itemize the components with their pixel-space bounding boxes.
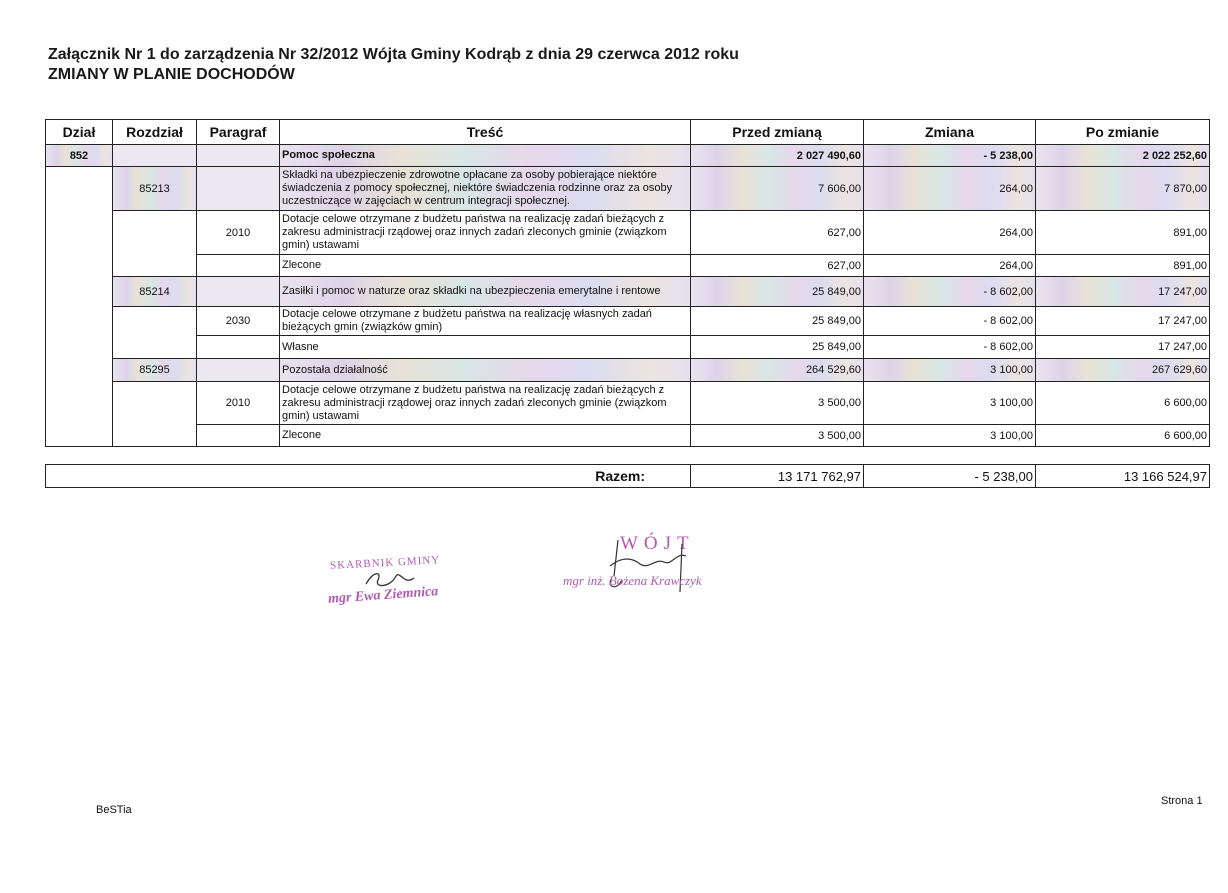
cell-rozdzial: [113, 145, 197, 167]
table-row: [46, 255, 1210, 277]
col-header-zmiana: Zmiana: [864, 120, 1036, 145]
cell-rozdzial-merged: [113, 307, 197, 359]
table-row: [46, 211, 1210, 255]
cell-rozdzial: 85213: [113, 167, 197, 211]
page-number: Strona 1: [1161, 795, 1203, 807]
cell-zmiana: 264,00: [864, 167, 1036, 211]
cell-tresc: Dotacje celowe otrzymane z budżetu państwa na realizację własnych zadań bieżących gmin (związków gmin): [280, 307, 691, 336]
cell-zmiana: 3 100,00: [864, 425, 1036, 447]
cell-paragraf: 2010: [197, 382, 280, 425]
cell-rozdzial-merged: [113, 382, 197, 447]
wojt-stamp-title: WÓJT: [620, 533, 695, 554]
total-row: [46, 465, 1210, 488]
cell-przed: 2 027 490,60: [691, 145, 864, 167]
col-header-rozdzial: Rozdział: [113, 120, 197, 145]
income-plan-table: [45, 119, 1210, 447]
cell-przed: 3 500,00: [691, 425, 864, 447]
title-line-1: Załącznik Nr 1 do zarządzenia Nr 32/2012 Wójta Gminy Kodrąb z dnia 29 czerwca 2012 roku: [48, 46, 739, 63]
col-header-tresc: Treść: [280, 120, 691, 145]
table-row: [46, 167, 1210, 211]
cell-po: 267 629,60: [1036, 359, 1210, 382]
title-line-2: ZMIANY W PLANIE DOCHODÓW: [48, 66, 295, 83]
cell-przed: 264 529,60: [691, 359, 864, 382]
wojt-stamp-name: mgr inż. Bożena Krawczyk: [563, 573, 702, 588]
cell-zmiana: - 8 602,00: [864, 336, 1036, 359]
cell-po: 17 247,00: [1036, 307, 1210, 336]
cell-zmiana: - 8 602,00: [864, 307, 1036, 336]
cell-zmiana: - 8 602,00: [864, 277, 1036, 307]
cell-paragraf: [197, 336, 280, 359]
cell-zmiana: 264,00: [864, 255, 1036, 277]
cell-po: 891,00: [1036, 255, 1210, 277]
cell-zmiana: 3 100,00: [864, 359, 1036, 382]
cell-po: 6 600,00: [1036, 425, 1210, 447]
total-przed: 13 171 762,97: [691, 465, 864, 488]
document-title: [48, 45, 739, 85]
table-row: [46, 425, 1210, 447]
cell-paragraf: 2030: [197, 307, 280, 336]
table-row: [46, 145, 1210, 167]
cell-tresc: Pomoc społeczna: [280, 145, 691, 167]
cell-przed: 25 849,00: [691, 307, 864, 336]
cell-paragraf: [197, 145, 280, 167]
cell-tresc: Dotacje celowe otrzymane z budżetu państwa na realizację zadań bieżących z zakresu administracji rządowej oraz innych zadań zleconych gminie (związkom gmin) ustawami: [280, 382, 691, 425]
cell-zmiana: 264,00: [864, 211, 1036, 255]
cell-po: 6 600,00: [1036, 382, 1210, 425]
cell-przed: 627,00: [691, 255, 864, 277]
cell-tresc: Zlecone: [280, 255, 691, 277]
cell-przed: 25 849,00: [691, 336, 864, 359]
cell-przed: 25 849,00: [691, 277, 864, 307]
skarbnik-stamp-title: SKARBNIK GMINY: [329, 554, 441, 572]
table-row: [46, 382, 1210, 425]
col-header-dzial: Dział: [46, 120, 113, 145]
cell-tresc: Własne: [280, 336, 691, 359]
cell-rozdzial: 85214: [113, 277, 197, 307]
cell-po: 17 247,00: [1036, 277, 1210, 307]
footer-software: BeSTia: [96, 804, 132, 816]
table-header-row: [46, 120, 1210, 145]
cell-rozdzial-merged: [113, 211, 197, 277]
cell-paragraf: [197, 255, 280, 277]
cell-tresc: Składki na ubezpieczenie zdrowotne opłacane za osoby pobierające niektóre świadczenia z pomocy społecznej, niektóre świadczenia rodzinne oraz za osoby uczestniczące w zajęciach w centrum integracji społecznej.: [280, 167, 691, 211]
cell-po: 17 247,00: [1036, 336, 1210, 359]
cell-tresc: Zlecone: [280, 425, 691, 447]
cell-po: 2 022 252,60: [1036, 145, 1210, 167]
cell-tresc: Pozostała działalność: [280, 359, 691, 382]
total-table: [45, 464, 1210, 488]
cell-rozdzial: 85295: [113, 359, 197, 382]
total-label: Razem:: [46, 465, 691, 488]
cell-dzial: 852: [46, 145, 113, 167]
table-row: [46, 359, 1210, 382]
cell-paragraf: [197, 167, 280, 211]
cell-po: 891,00: [1036, 211, 1210, 255]
cell-paragraf: [197, 425, 280, 447]
cell-przed: 7 606,00: [691, 167, 864, 211]
cell-paragraf: 2010: [197, 211, 280, 255]
col-header-paragraf: Paragraf: [197, 120, 280, 145]
cell-przed: 3 500,00: [691, 382, 864, 425]
cell-paragraf: [197, 277, 280, 307]
cell-dzial-merged: [46, 167, 113, 447]
cell-paragraf: [197, 359, 280, 382]
cell-zmiana: - 5 238,00: [864, 145, 1036, 167]
table-row: [46, 336, 1210, 359]
cell-tresc: Dotacje celowe otrzymane z budżetu państwa na realizację zadań bieżących z zakresu administracji rządowej oraz innych zadań zleconych gminie (związkom gmin) ustawami: [280, 211, 691, 255]
cell-zmiana: 3 100,00: [864, 382, 1036, 425]
cell-przed: 627,00: [691, 211, 864, 255]
total-po: 13 166 524,97: [1036, 465, 1210, 488]
col-header-po-zmianie: Po zmianie: [1036, 120, 1210, 145]
cell-tresc: Zasiłki i pomoc w naturze oraz składki na ubezpieczenia emerytalne i rentowe: [280, 277, 691, 307]
cell-po: 7 870,00: [1036, 167, 1210, 211]
total-zmiana: - 5 238,00: [864, 465, 1036, 488]
table-row: [46, 277, 1210, 307]
table-row: [46, 307, 1210, 336]
col-header-przed-zmiana: Przed zmianą: [691, 120, 864, 145]
skarbnik-stamp-name: mgr Ewa Ziemnica: [327, 584, 439, 607]
